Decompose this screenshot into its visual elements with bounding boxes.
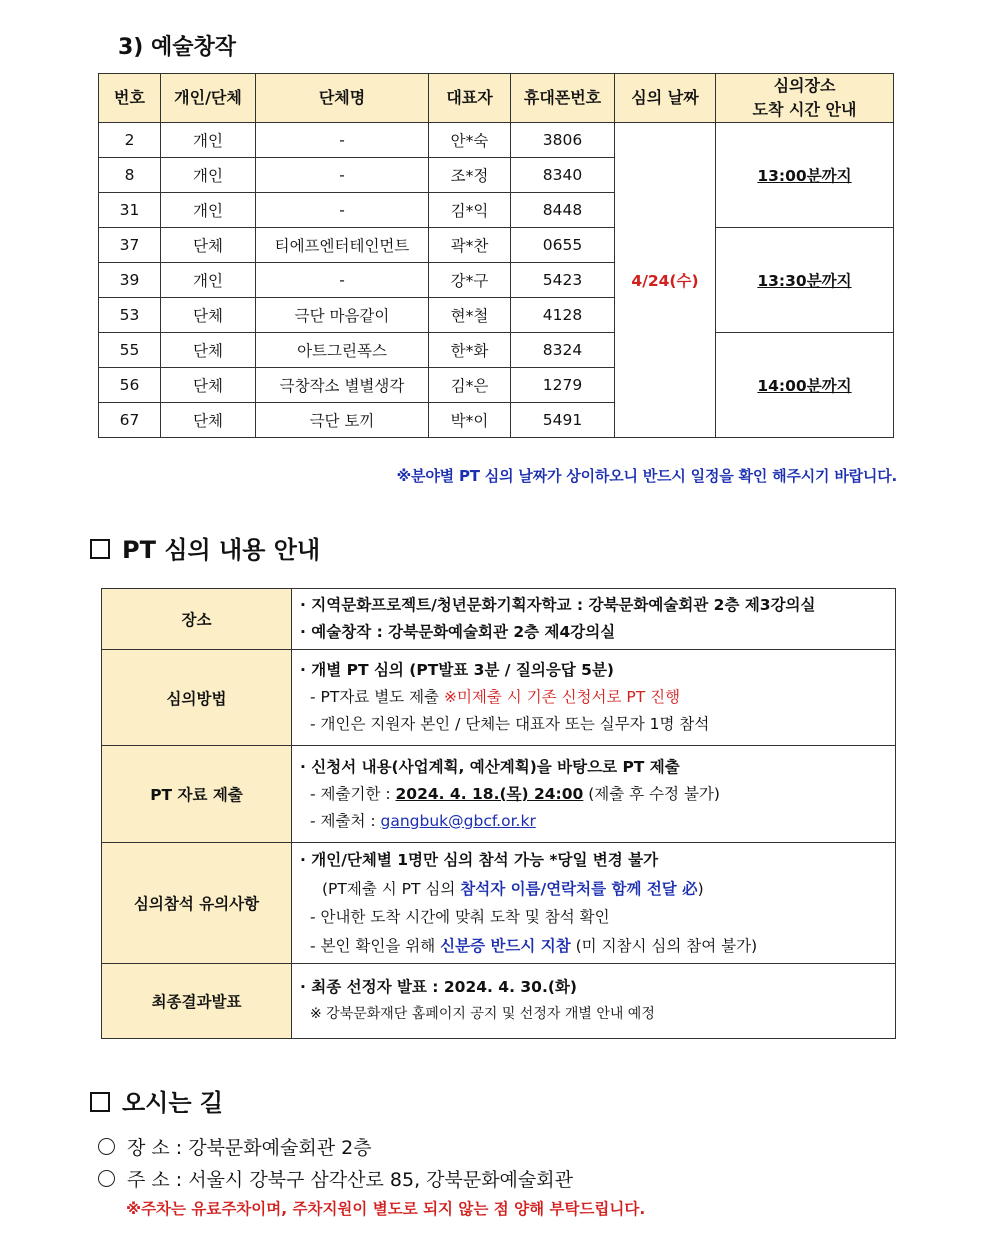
cell-phone: 0655 <box>511 228 615 263</box>
pt-row-attend <box>102 843 896 964</box>
cell-phone: 8340 <box>511 158 615 193</box>
directions-address: 주 소 : 서울시 강북구 삼각산로 85, 강북문화예술회관 <box>98 1165 573 1192</box>
cell-phone: 8448 <box>511 193 615 228</box>
label-submit: PT 자료 제출 <box>102 746 292 843</box>
cell-group: - <box>256 158 429 193</box>
pt-row-place <box>102 589 896 650</box>
table-row <box>99 228 894 263</box>
submit-line-1: · 신청서 내용(사업계획, 예산계획)을 바탕으로 PT 제출 <box>300 757 680 776</box>
cell-number: 56 <box>99 368 161 403</box>
table-row <box>99 333 894 368</box>
col-header-phone: 휴대폰번호 <box>511 74 615 123</box>
cell-group: 극단 토끼 <box>256 403 429 438</box>
directions-heading <box>90 1083 223 1118</box>
cell-group: 아트그린폭스 <box>256 333 429 368</box>
cell-type: 단체 <box>161 368 256 403</box>
pt-info-table <box>101 588 896 1039</box>
attend-line-1: · 개인/단체별 1명만 심의 참석 가능 *당일 변경 불가 <box>300 851 659 869</box>
circle-bullet-icon <box>98 1170 115 1187</box>
col-header-date: 심의 날짜 <box>615 74 716 123</box>
cell-type: 단체 <box>161 228 256 263</box>
pt-section-title: PT 심의 내용 안내 <box>122 536 321 564</box>
cell-number: 8 <box>99 158 161 193</box>
cell-type: 단체 <box>161 333 256 368</box>
cell-number: 53 <box>99 298 161 333</box>
cell-type: 개인 <box>161 158 256 193</box>
method-line-1: · 개별 PT 심의 (PT발표 3분 / 질의응답 5분) <box>300 661 615 679</box>
cell-number: 67 <box>99 403 161 438</box>
square-bullet-icon <box>90 539 110 559</box>
cell-group: - <box>256 193 429 228</box>
cell-phone: 1279 <box>511 368 615 403</box>
col-header-type: 개인/단체 <box>161 74 256 123</box>
label-place: 장소 <box>102 589 292 650</box>
cell-group: - <box>256 123 429 158</box>
square-bullet-icon <box>90 1092 110 1112</box>
cell-rep: 현*철 <box>429 298 511 333</box>
cell-group: 극단 마음같이 <box>256 298 429 333</box>
cell-type: 개인 <box>161 263 256 298</box>
cell-rep: 조*정 <box>429 158 511 193</box>
directions-place: 장 소 : 강북문화예술회관 2층 <box>98 1133 372 1160</box>
schedule-table <box>98 73 894 438</box>
directions-title: 오시는 길 <box>122 1089 224 1117</box>
cell-type: 단체 <box>161 298 256 333</box>
cell-number: 31 <box>99 193 161 228</box>
attend-line-3: - 안내한 도착 시간에 맞춰 도착 및 참석 확인 <box>310 908 610 926</box>
label-method: 심의방법 <box>102 650 292 746</box>
cell-rep: 김*익 <box>429 193 511 228</box>
cell-type: 개인 <box>161 193 256 228</box>
pt-section-heading <box>90 530 320 565</box>
circle-bullet-icon <box>98 1138 115 1155</box>
attend-line-4: - 본인 확인을 위해 신분증 반드시 지참 (미 지참시 심의 참여 불가) <box>310 936 758 955</box>
submit-deadline: - 제출기한 : 2024. 4. 18.(목) 24:00 (제출 후 수정 불가) <box>310 784 720 803</box>
pt-row-method <box>102 650 896 746</box>
arrival-time-3: 14:00분까지 <box>716 333 894 438</box>
method-line-2: - PT자료 별도 제출 ※미제출 시 기존 신청서로 PT 진행 <box>310 688 681 706</box>
cell-phone: 3806 <box>511 123 615 158</box>
col-header-arrival: 심의장소 도착 시간 안내 <box>716 74 894 123</box>
col-header-group: 단체명 <box>256 74 429 123</box>
cell-type: 개인 <box>161 123 256 158</box>
place-line-1: · 지역문화프로젝트/청년문화기획자학교 : 강북문화예술회관 2층 제3강의실 <box>300 596 816 614</box>
parking-notice: ※주차는 유료주차이며, 주차지원이 별도로 되지 않는 점 양해 부탁드립니다. <box>126 1200 646 1218</box>
cell-number: 37 <box>99 228 161 263</box>
col-header-rep: 대표자 <box>429 74 511 123</box>
cell-rep: 강*구 <box>429 263 511 298</box>
table-header-row <box>99 74 894 123</box>
cell-number: 2 <box>99 123 161 158</box>
cell-phone: 5423 <box>511 263 615 298</box>
cell-rep: 안*숙 <box>429 123 511 158</box>
cell-type: 단체 <box>161 403 256 438</box>
cell-group: 극창작소 별별생각 <box>256 368 429 403</box>
schedule-notice: ※분야별 PT 심의 날짜가 상이하오니 반드시 일정을 확인 해주시기 바랍니다. <box>396 467 897 485</box>
col-header-number: 번호 <box>99 74 161 123</box>
arrival-time-2: 13:30분까지 <box>716 228 894 333</box>
label-result: 최종결과발표 <box>102 964 292 1039</box>
submit-email-line: - 제출처 : gangbuk@gbcf.or.kr <box>310 811 536 830</box>
cell-group: 티에프엔터테인먼트 <box>256 228 429 263</box>
attend-line-2: (PT제출 시 PT 심의 참석자 이름/연락처를 함께 전달 必) <box>322 879 704 898</box>
submit-email-link[interactable]: gangbuk@gbcf.or.kr <box>380 811 536 830</box>
cell-group: - <box>256 263 429 298</box>
result-line-1: · 최종 선정자 발표 : 2024. 4. 30.(화) <box>300 978 577 996</box>
cell-number: 39 <box>99 263 161 298</box>
cell-phone: 4128 <box>511 298 615 333</box>
pt-row-submit <box>102 746 896 843</box>
section-title-arts: 3) 예술창작 <box>118 35 237 60</box>
place-line-2: · 예술창작 : 강북문화예술회관 2층 제4강의실 <box>300 623 616 641</box>
cell-number: 55 <box>99 333 161 368</box>
cell-rep: 김*은 <box>429 368 511 403</box>
review-date: 4/24(수) <box>615 123 716 438</box>
cell-phone: 5491 <box>511 403 615 438</box>
cell-rep: 곽*찬 <box>429 228 511 263</box>
cell-rep: 한*화 <box>429 333 511 368</box>
arrival-time-1: 13:00분까지 <box>716 123 894 228</box>
label-attend: 심의참석 유의사항 <box>102 843 292 964</box>
cell-rep: 박*이 <box>429 403 511 438</box>
cell-phone: 8324 <box>511 333 615 368</box>
table-row <box>99 123 894 158</box>
method-line-3: - 개인은 지원자 본인 / 단체는 대표자 또는 실무자 1명 참석 <box>310 715 710 733</box>
result-line-2: ※ 강북문화재단 홈페이지 공지 및 선정자 개별 안내 예정 <box>310 1006 655 1022</box>
pt-row-result <box>102 964 896 1039</box>
